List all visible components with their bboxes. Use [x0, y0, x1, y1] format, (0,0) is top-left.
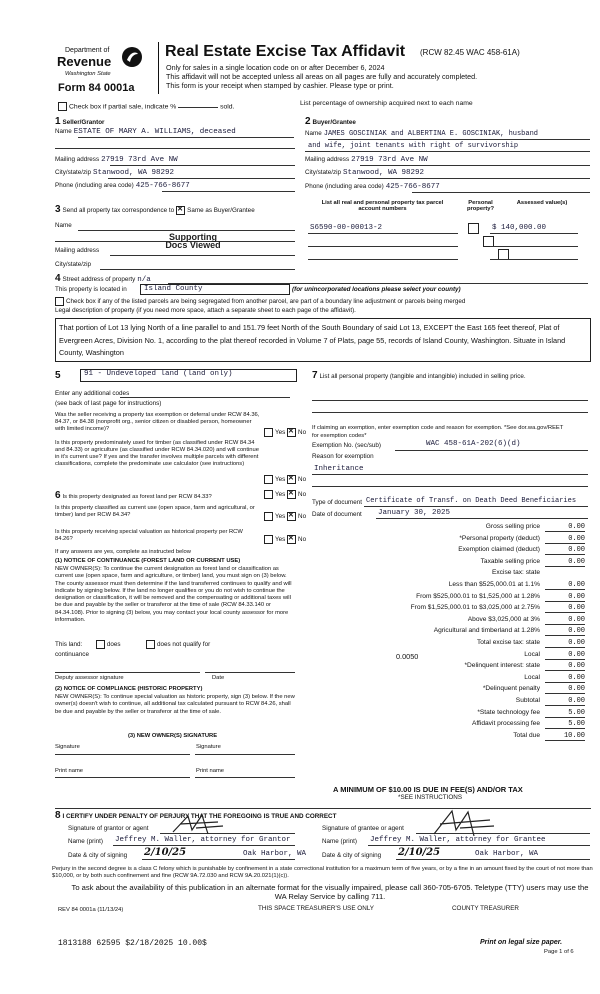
form-rcw: (RCW 82.45 WAC 458-61A): [420, 48, 520, 57]
header-line-2: This affidavit will not be accepted unless all areas on all pages are fully and accurately completed.: [166, 72, 478, 81]
buyer-city-row: [305, 169, 424, 177]
personal-property-checkbox-1[interactable]: [468, 223, 479, 234]
seller-city-underline: [108, 178, 295, 179]
tax-row-label: Total due: [513, 731, 540, 739]
supporting-docs-stamp: Supporting Docs Viewed: [165, 232, 221, 250]
doc-type-value[interactable]: Certificate of Transf. on Death Deed Beneficiaries: [366, 497, 577, 505]
treasurer-stamp-line: 1813188 62595 $2/18/2025 10.00$: [58, 939, 207, 948]
buyer-mailing-label: Mailing address: [305, 156, 350, 163]
current-use-no-checkbox[interactable]: [287, 512, 296, 521]
partial-sale-label: Check box if partial sale, indicate %: [69, 103, 177, 111]
section7-underline-2: [312, 412, 588, 413]
grantee-signature-label: Signature of grantee or agent: [322, 825, 404, 832]
notice2-text: NEW OWNER(S): To continue special valuation as historic property, sign (3) below. If the new owner(s) doesn't wish to continue, all additional tax calculated pursuant to RCW 84.26, shall be due and payable by the seller or transferor at the time of sale.: [55, 694, 295, 715]
section5-q1-answer: [264, 428, 306, 437]
grantor-signature-label: Signature of grantor or agent: [68, 825, 149, 832]
grantor-name-value[interactable]: Jeffrey M. Waller, attorney for Grantor: [115, 836, 291, 844]
seller-mailing-value[interactable]: 27919 73rd Ave NW: [101, 156, 178, 164]
located-label: This property is located in: [55, 286, 127, 293]
segregated-checkbox[interactable]: [55, 297, 64, 306]
parcel-underline-3: [308, 259, 458, 260]
partial-sold-label: sold.: [220, 103, 235, 111]
tax-row-value[interactable]: 0.00: [545, 535, 585, 544]
deputy-signature-label: Deputy assessor signature: [55, 675, 124, 681]
seller-name-line2: [55, 148, 295, 149]
section-4-number: 4: [55, 273, 61, 284]
assessed-value-header: Assessed value(s): [516, 200, 568, 206]
does-qualify-checkbox[interactable]: [96, 640, 105, 649]
section6-q3-answer: [264, 535, 306, 544]
section-8-number: 8: [55, 810, 61, 821]
tax-row-label: Agricultural and timberland at 1.28%: [433, 627, 540, 635]
new-owner-print-label-2: Print name: [196, 768, 225, 774]
assessed-underline-3: [490, 259, 578, 260]
new-owner-print-line-2: [195, 777, 295, 778]
section6-q2-answer: [264, 512, 306, 521]
section3-mailing-underline: [110, 255, 295, 256]
reason-underline-2: [312, 486, 588, 487]
continuance-label: continuance: [55, 651, 89, 658]
q1-yes-checkbox[interactable]: [264, 428, 273, 437]
assessed-underline-2: [490, 246, 578, 247]
tax-row-label: Subtotal: [515, 697, 540, 704]
tax-row-label: From $1,525,000.01 to $3,025,000 at 2.75%: [410, 604, 540, 612]
tax-row-value[interactable]: 0.00: [545, 593, 585, 602]
tax-row-value[interactable]: 0.00: [545, 685, 585, 694]
tax-row-value[interactable]: 0.00: [545, 581, 585, 590]
q2-yes-label: Yes: [275, 476, 286, 484]
see-instructions-note: *SEE INSTRUCTIONS: [398, 794, 463, 801]
county-treasurer: COUNTY TREASURER: [452, 905, 519, 912]
exemption-instructions: If claiming an exemption, enter exemption code and reason for exemption. *See dor.wa.gov/REET for exemption codes*: [312, 425, 564, 439]
section3-heading: [55, 204, 255, 215]
county-select[interactable]: Island County: [140, 284, 290, 295]
reason-value[interactable]: Inheritance: [314, 465, 364, 473]
historic-no-label: No: [298, 536, 307, 544]
deputy-date-line: [205, 672, 295, 673]
exemption-no-underline: [395, 450, 588, 451]
current-use-no-label: No: [298, 513, 307, 521]
q2-no-label: No: [298, 476, 307, 484]
buyer-city-underline: [358, 178, 590, 179]
q2-no-checkbox[interactable]: [287, 475, 296, 484]
ownership-note: List percentage of ownership acquired next to each name: [300, 100, 473, 107]
section8-top-border: [55, 808, 591, 809]
legal-paper-note: Print on legal size paper.: [480, 939, 563, 946]
doc-type-label: Type of document: [312, 499, 363, 506]
dor-logo-icon: [121, 46, 143, 68]
partial-sale-row: [58, 102, 234, 111]
grantor-city-value[interactable]: Oak Harbor, WA: [243, 850, 307, 858]
forest-no-label: No: [298, 491, 307, 499]
seller-city-row: [55, 169, 174, 177]
deputy-signature-line: [55, 672, 200, 673]
grantor-date-value[interactable]: 2/10/25: [144, 847, 187, 858]
buyer-name-row: [305, 130, 595, 138]
buyer-name-value-1[interactable]: JAMES GOSCINIAK and ALBERTINA E. GOSCINIAK, husband: [323, 130, 538, 138]
tax-row-value[interactable]: 0.00: [545, 523, 585, 532]
buyer-city-value[interactable]: Stanwood, WA 98292: [343, 169, 425, 177]
section3-city-underline: [100, 269, 295, 270]
seller-heading: [55, 116, 105, 127]
section4-street-row: [55, 273, 151, 284]
section3-heading-text: Send all property tax correspondence to: [62, 207, 175, 214]
page-number: Page 1 of 6: [544, 949, 574, 955]
doc-date-underline: [376, 518, 588, 519]
segregated-label: Check box if any of the listed parcels are being segregated from another parcel, are part of a boundary line adjustment or parcels being merged: [66, 298, 466, 306]
tax-row-value[interactable]: 10.00: [545, 732, 585, 741]
seller-city-value[interactable]: Stanwood, WA 98292: [93, 169, 175, 177]
tax-row-value[interactable]: 0.00: [545, 639, 585, 648]
buyer-mailing-underline: [360, 165, 590, 166]
deputy-date-label: Date: [212, 675, 225, 681]
buyer-phone-row: [305, 183, 440, 191]
buyer-mailing-value[interactable]: 27919 73rd Ave NW: [351, 156, 428, 164]
buyer-phone-label: Phone (including area code): [305, 183, 384, 190]
reason-underline-1: [312, 474, 588, 475]
section-5-number: 5: [55, 370, 61, 381]
see-back-note: (see back of last page for instructions): [55, 400, 162, 407]
legal-description-box[interactable]: [55, 318, 591, 362]
section-7-number: 7: [312, 370, 318, 381]
section5-q2: Is this property predominately used for timber (as classified under RCW 84.34 and 84.33) or agriculture (as classified under RCW 84.34.020) and will continue in it's current use? If yes and the transfer involves multiple parcels with different classifications, complete the predominate use calculator (see instructions): [55, 440, 259, 467]
tax-row-label: Exemption claimed (deduct): [458, 546, 540, 554]
form-title: Real Estate Excise Tax Affidavit: [165, 43, 406, 60]
unincorporated-note: (for unincorporated locations please select your county): [292, 286, 461, 293]
seller-phone-value[interactable]: 425-766-8677: [135, 182, 190, 190]
tax-row-value[interactable]: 0.00: [545, 558, 585, 567]
tax-row-value[interactable]: 0.00: [545, 627, 585, 636]
section7-heading: List all personal property (tangible and intangible) included in selling price.: [319, 373, 526, 380]
seller-phone-underline: [162, 191, 295, 192]
new-owner-print-label-1: Print name: [55, 768, 84, 774]
legal-description-label: Legal description of property (if you need more space, attach a separate sheet to each page of the affidavit).: [55, 307, 356, 314]
tax-row-label: *Delinquent penalty: [482, 685, 540, 693]
grantee-date-label: Date & city of signing: [322, 852, 382, 859]
historic-no-checkbox[interactable]: [287, 535, 296, 544]
section3-mailing-label: Mailing address: [55, 247, 100, 254]
new-owner-sig-line-1: [55, 754, 190, 755]
current-use-yes-label: Yes: [275, 513, 286, 521]
grantor-date-label: Date & city of signing: [68, 852, 128, 859]
tax-row-label: Taxable selling price: [480, 557, 540, 565]
parcel-underline-1: [308, 233, 458, 234]
historic-yes-checkbox[interactable]: [264, 535, 273, 544]
section5-q1: Was the seller receiving a property tax exemption or deferral under RCW 84.36, 84.37, or 84.38 (nonprofit org., senior citizen or disabled person, homeowner with limited income)?: [55, 412, 260, 432]
current-use-yes-checkbox[interactable]: [264, 512, 273, 521]
tax-row-value[interactable]: 0.00: [545, 546, 585, 555]
use-code-select[interactable]: 91 - Undeveloped land (land only): [80, 369, 297, 382]
section3-city-label: City/state/zip: [55, 261, 92, 268]
buyer-phone-value[interactable]: 425-766-8677: [385, 183, 440, 191]
buyer-name-label: Name: [305, 130, 322, 137]
section-1-number: 1: [55, 116, 61, 127]
tax-row-value[interactable]: 0.00: [545, 604, 585, 613]
q1-yes-label: Yes: [275, 429, 286, 437]
buyer-phone-underline: [412, 192, 590, 193]
section8-heading: I CERTIFY UNDER PENALTY OF PERJURY THAT THE FOREGOING IS TRUE AND CORRECT: [62, 813, 337, 820]
treasurer-use-only: THIS SPACE TREASURER'S USE ONLY: [258, 905, 374, 912]
section5-q2-answer: [264, 475, 306, 484]
partial-sale-checkbox[interactable]: [58, 102, 67, 111]
header-line-1: Only for sales in a single location code on or after December 6, 2024: [166, 63, 385, 72]
section-2-number: 2: [305, 116, 311, 127]
tax-row-label: Total excise tax: state: [476, 639, 540, 646]
tax-row-label: Affidavit processing fee: [471, 720, 540, 728]
parcel-header: List all real and personal property tax parcel account numbers: [321, 200, 444, 212]
new-owner-signature-label-2: Signature: [196, 744, 221, 750]
does-label: does: [106, 641, 121, 649]
tax-row-value[interactable]: 0.00: [545, 697, 585, 706]
tax-row-label: *State technology fee: [477, 708, 540, 716]
tax-row-label: *Delinquent interest: state: [464, 662, 540, 670]
local-rate-value[interactable]: 0.0050: [396, 652, 419, 661]
grantee-name-underline: [368, 845, 590, 846]
does-not-qualify-checkbox[interactable]: [146, 640, 155, 649]
seller-name-row: [55, 128, 295, 136]
historic-yes-label: Yes: [275, 536, 286, 544]
minimum-due-note: A MINIMUM OF $10.00 IS DUE IN FEE(S) AND/OR TAX: [333, 785, 523, 794]
tax-row-value[interactable]: 5.00: [545, 709, 585, 718]
seller-name-underline: [78, 137, 294, 138]
buyer-city-label: City/state/zip: [305, 169, 342, 176]
tax-row-label: Gross selling price: [485, 523, 540, 530]
seller-heading-text: Seller/Grantor: [62, 119, 105, 126]
grantor-signature-scribble: [168, 812, 228, 838]
section6-q3: Is this property receiving special valuation as historical property per RCW 84.26?: [55, 529, 243, 542]
logo-revenue: Revenue: [57, 54, 112, 69]
exemption-no-row: [312, 442, 381, 449]
grantee-date-value[interactable]: 2/10/25: [398, 847, 441, 858]
grantee-date-underline: [396, 859, 590, 860]
tax-row-label: Above $3,025,000 at 3%: [467, 615, 540, 623]
tax-row-label: Less than $525,000.01 at 1.1%: [448, 581, 540, 588]
logo-state: Washington State: [65, 71, 111, 77]
reason-label: Reason for exemption: [312, 453, 374, 460]
does-not-label: does not qualify for: [156, 641, 211, 649]
seller-mailing-row: [55, 156, 178, 164]
new-owner-signature-title: (3) NEW OWNER(S) SIGNATURE: [128, 733, 218, 739]
seller-name-value[interactable]: ESTATE OF MARY A. WILLIAMS, deceased: [73, 128, 236, 136]
exemption-no-value[interactable]: WAC 458-61A-202(6)(d): [426, 440, 521, 448]
tax-row-value[interactable]: 0.00: [545, 674, 585, 683]
header-line-3: This form is your receipt when stamped by cashier. Please type or print.: [166, 81, 394, 90]
q1-no-checkbox[interactable]: [287, 428, 296, 437]
section-6-number: 6: [55, 490, 61, 501]
buyer-name-value-2[interactable]: and wife, joint tenants with right of survivorship: [308, 142, 519, 150]
this-land-row: [55, 640, 210, 649]
section7-heading-row: [312, 370, 587, 381]
tax-row-value[interactable]: 0.00: [545, 651, 585, 660]
section3-name-label: Name: [55, 222, 72, 229]
assessed-underline-1: [490, 233, 578, 234]
this-land-label: This land:: [55, 641, 83, 649]
buyer-name-underline: [328, 139, 590, 140]
notice2-title: (2) NOTICE OF COMPLIANCE (HISTORIC PROPERTY): [55, 686, 203, 692]
seller-name-label: Name: [55, 128, 72, 135]
section6-q2: Is this property classified as current use (open space, farm and agricultural, or timber) land per RCW 84.34?: [55, 505, 255, 518]
logo-dept-of: Department of: [65, 47, 110, 54]
grantee-name-label: Name (print): [322, 838, 357, 845]
tax-row-label: Excise tax: state: [491, 569, 540, 577]
tax-row-value[interactable]: 5.00: [545, 720, 585, 729]
tax-row-label: Local: [524, 673, 540, 681]
same-as-buyer-checkbox[interactable]: [176, 206, 185, 215]
new-owner-print-line-1: [55, 777, 190, 778]
form-revision: REV 84 0001a (11/13/24): [58, 907, 124, 913]
buyer-heading: [305, 116, 356, 127]
forest-yes-checkbox[interactable]: [264, 490, 273, 499]
section-3-number: 3: [55, 204, 61, 215]
notice1-title: (1) NOTICE OF CONTINUANCE (FOREST LAND OR CURRENT USE): [55, 558, 241, 564]
seller-phone-row: [55, 182, 190, 190]
doc-type-underline: [364, 506, 588, 507]
segregated-row: [55, 297, 595, 306]
tax-row-label: Local: [524, 650, 540, 658]
grantor-date-underline: [142, 859, 295, 860]
buyer-name-line2: [305, 151, 590, 152]
form-number: Form 84 0001a: [58, 82, 135, 94]
grantee-city-value[interactable]: Oak Harbor, WA: [475, 850, 539, 858]
grantor-name-label: Name (print): [68, 838, 103, 845]
street-value[interactable]: n/a: [137, 276, 151, 284]
alt-format-notice: To ask about the availability of this publication in an alternate format for the visually impaired, please call 360-705-6705. Teletype (TTY) users may use the WA Relay Service by calling 711.: [71, 883, 589, 901]
section6-q1-row: [55, 490, 212, 501]
tax-row-value[interactable]: 0.00: [545, 662, 585, 671]
section6-q1-answer: [264, 490, 306, 499]
street-label: Street address of property: [62, 276, 136, 283]
tax-row-label: From $525,000.01 to $1,525,000 at 1.28%: [416, 592, 540, 600]
same-as-buyer-label: Same as Buyer/Grantee: [187, 207, 255, 214]
parcel-number-value[interactable]: S6590-00-00013-2: [310, 224, 383, 232]
seller-mailing-label: Mailing address: [55, 156, 100, 163]
section6-q1: Is this property designated as forest land per RCW 84.33?: [62, 494, 212, 500]
notice1-text: NEW OWNER(S): To continue the current designation as forest land or classification as current use (open space, farm and agriculture, or timber) land, you must sign on (3) below. The county assessor must then determine if the land transferred continues to qualify and will indicate by signing below. If the land no longer qualifies or you do not wish to continue the designation or classification, it will be removed and the compensating or additional taxes will be due and payable by the seller or transferor at the time of sale (RCW 84.33.140 or 84.34.108). Prior to signing (3) below, you may contact your local county assessor for more information.: [55, 566, 292, 624]
new-owner-sig-line-2: [195, 754, 295, 755]
section3-name-underline: [78, 230, 295, 231]
if-yes-note: If any answers are yes, complete as instructed below: [55, 549, 191, 555]
seller-phone-label: Phone (including area code): [55, 182, 134, 189]
q1-no-label: No: [298, 429, 307, 437]
buyer-heading-text: Buyer/Grantee: [312, 119, 356, 126]
grantor-name-underline: [113, 845, 295, 846]
header-divider: [158, 42, 159, 94]
legal-description-value: That portion of Lot 13 lying North of a line parallel to and 151.79 feet North of the South Boundary of said Lot 13, EXCEPT the East 165 feet thereof, Plat of Evergreen Acres, Division No. 1, according to the plat thereof recorded in Volume 7 of Plats, page 55, records of Island County, Washington. Situate in Island County, Washington: [59, 323, 566, 357]
additional-codes-label: Enter any additional codes: [55, 390, 130, 397]
parcel-underline-2: [308, 246, 458, 247]
personal-property-header: Personal property?: [466, 200, 495, 212]
q2-yes-checkbox[interactable]: [264, 475, 273, 484]
forest-no-checkbox[interactable]: [287, 490, 296, 499]
section5-header: [55, 370, 61, 381]
doc-date-label: Date of document: [312, 511, 362, 518]
additional-codes-underline: [120, 397, 290, 398]
forest-yes-label: Yes: [275, 491, 286, 499]
new-owner-signature-label-1: Signature: [55, 744, 80, 750]
section7-underline-1: [312, 400, 588, 401]
assessed-value-value[interactable]: $ 140,000.00: [492, 224, 547, 232]
seller-city-label: City/state/zip: [55, 169, 92, 176]
seller-mailing-underline: [110, 165, 295, 166]
grantee-name-value[interactable]: Jeffrey M. Waller, attorney for Grantee: [370, 836, 546, 844]
exemption-no-label: Exemption No. (sec/sub): [312, 442, 381, 449]
tax-row-label: *Personal property (deduct): [459, 534, 540, 542]
perjury-notice: Perjury in the second degree is a class C felony which is punishable by confinement in a state correctional institution for a maximum term of five years, or by a fine in an amount fixed by the court of not more than $10,000, or by both such confinement and fine (RCW 9A.72.030 and RCW 9A.20.021(1)(c)).: [52, 866, 593, 879]
doc-date-value[interactable]: January 30, 2025: [378, 509, 451, 517]
tax-row-value[interactable]: 0.00: [545, 616, 585, 625]
buyer-mailing-row: [305, 156, 428, 164]
